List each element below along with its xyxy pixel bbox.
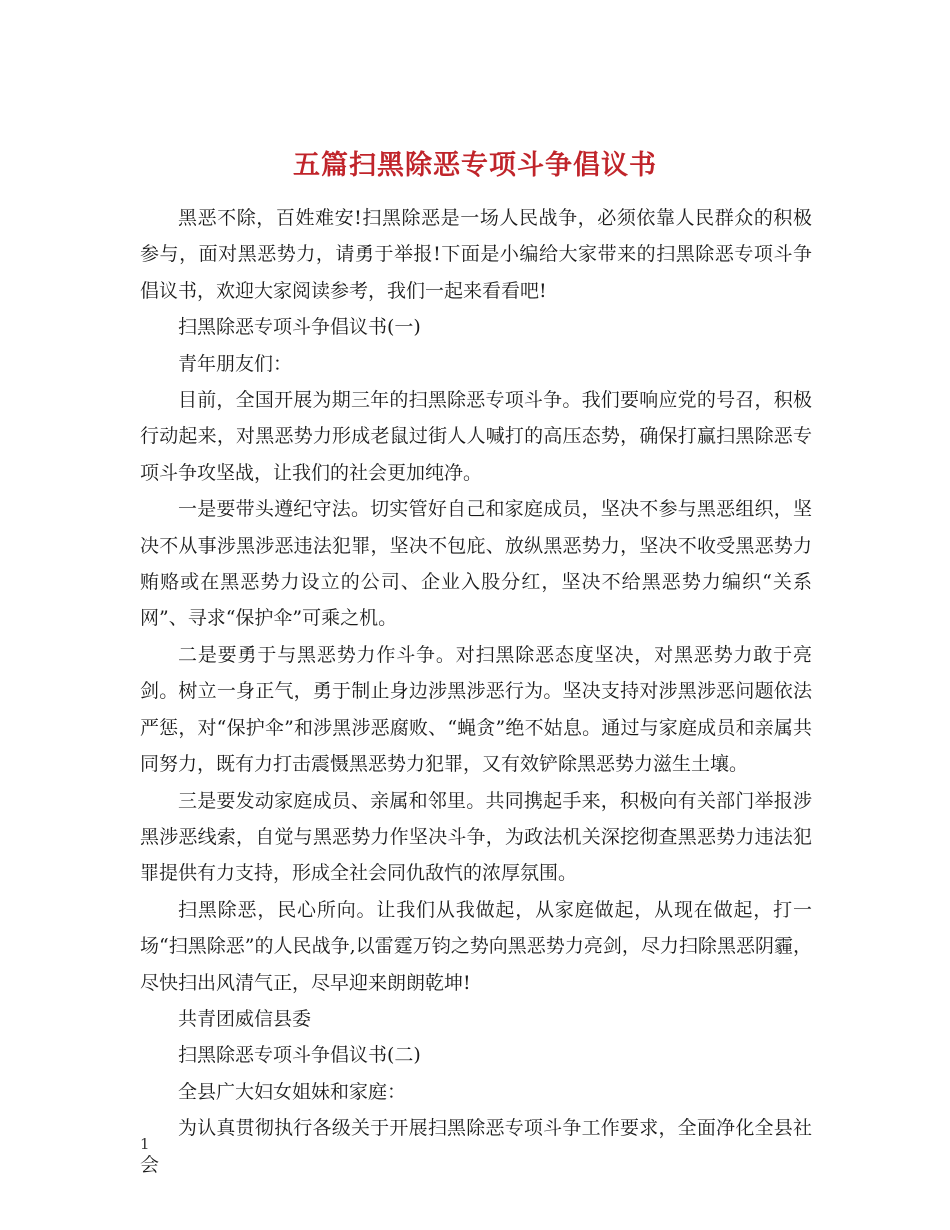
paragraph-intro: 黑恶不除，百姓难安!扫黑除恶是一场人民战争，必须依靠人民群众的积极参与，面对黑恶势力，请勇于举报!下面是小编给大家带来的扫黑除恶专项斗争倡议书，欢迎大家阅读参考，我们一起来看看吧! [140, 207, 812, 302]
document-body [140, 200, 812, 1183]
paragraph: 扫黑除恶，民心所向。让我们从我做起，从家庭做起，从现在做起，打一场“扫黑除恶”的人民战争,以雷霆万钧之势向黑恶势力亮剑，尽力扫除黑恶阴霾，尽快扫出风清气正，尽早迎来朗朗乾坤! [140, 898, 812, 994]
paragraph: 二是要勇于与黑恶势力作斗争。对扫黑除恶态度坚决，对黑恶势力敢于亮剑。树立一身正气，勇于制止身边涉黑涉恶行为。坚决支持对涉黑涉恶问题依法严惩，对“保护伞”和涉黑涉恶腐败、“蝇贪”绝不姑息。通过与家庭成员和亲属共同努力，既有力打击震慑黑恶势力犯罪，又有效铲除黑恶势力滋生土壤。 [140, 643, 812, 776]
paragraph: 目前，全国开展为期三年的扫黑除恶专项斗争。我们要响应党的号召，积极行动起来，对黑恶势力形成老鼠过街人人喊打的高压态势，确保打赢扫黑除恶专项斗争攻坚战，让我们的社会更加纯净。 [140, 389, 812, 484]
paragraph: 一是要带头遵纪守法。切实管好自己和家庭成员，坚决不参与黑恶组织，坚决不从事涉黑涉恶违法犯罪，坚决不包庇、放纵黑恶势力，坚决不收受黑恶势力贿赂或在黑恶势力设立的公司、企业入股分红，坚决不给黑恶势力编织“关系网”、寻求“保护伞”可乘之机。 [140, 498, 812, 630]
signature: 共青团威信县委 [178, 1007, 312, 1030]
section-heading-1: 扫黑除恶专项斗争倡议书(一) [178, 316, 421, 339]
document-title: 五篇扫黑除恶专项斗争倡议书 [293, 150, 657, 182]
paragraph: 三是要发动家庭成员、亲属和邻里。共同携起手来，积极向有关部门举报涉黑涉恶线索，自觉与黑恶势力作坚决斗争，为政法机关深挖彻查黑恶势力违法犯罪提供有力支持，形成全社会同仇敌忾的浓厚氛围。 [140, 789, 812, 885]
salutation-2: 全县广大妇女姐妹和家庭： [178, 1080, 407, 1103]
salutation-1: 青年朋友们： [178, 352, 293, 375]
paragraph: 为认真贯彻执行各级关于开展扫黑除恶专项斗争工作要求，全面净化全县社会 [140, 1117, 812, 1176]
section-heading-2: 扫黑除恶专项斗争倡议书(二) [178, 1044, 421, 1067]
page-number: 1 [140, 1135, 150, 1153]
